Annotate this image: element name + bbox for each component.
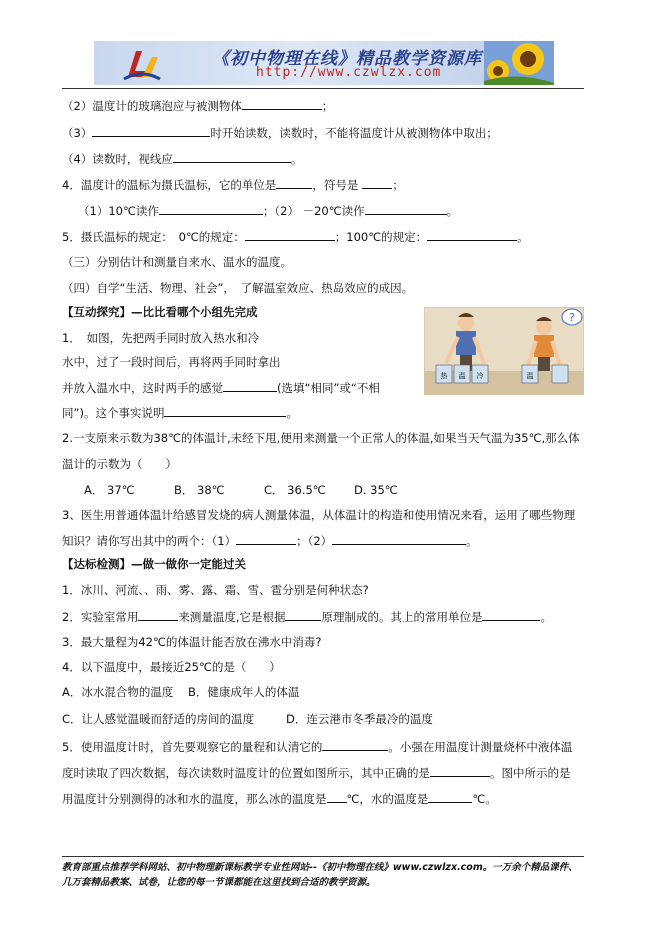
option-d[interactable]: D. 35℃ <box>354 483 398 497</box>
interactive-q2-line1: 2.一支原来示数为38℃的体温计,未经下甩,便用来测量一个正常人的体温,如果当天气温为35℃,那么体 <box>62 431 580 445</box>
footer-line-2: 几万套精品教案、试卷，让您的每一节课都能在这里找到合适的教学资源。 <box>62 877 376 888</box>
svg-text:?: ? <box>569 311 575 324</box>
blank-field[interactable] <box>245 228 335 241</box>
hands-in-water-figure <box>424 307 584 395</box>
blank-field[interactable] <box>428 790 472 803</box>
interactive-q1-line3: 并放入温水中，这时两手的感觉 (选填“相同”或“不相 <box>62 381 380 395</box>
header-rule <box>62 88 584 89</box>
section-3: （三）分别估计和测量自来水、温水的温度。 <box>62 255 292 269</box>
svg-text:冷: 冷 <box>476 372 484 380</box>
check-q3: 3．最大量程为42℃的体温计能否放在沸水中消毒? <box>62 635 322 649</box>
blank-field[interactable] <box>164 404 286 417</box>
blank-field[interactable] <box>285 608 321 621</box>
q-line-4: （4）读数时，视线应 。 <box>62 152 303 166</box>
blank-field[interactable] <box>159 202 263 215</box>
blank-field[interactable] <box>365 202 447 215</box>
option-c[interactable]: C． 36.5℃ <box>264 483 326 497</box>
check-q2: 2．实验室常用 来测量温度,它是根据 原理制成的。其上的常用单位是 。 <box>62 610 552 624</box>
check-q4-option-a[interactable]: A．冰水混合物的温度 <box>62 685 174 699</box>
footer-rule <box>62 856 584 857</box>
blank-field[interactable] <box>92 124 210 137</box>
question-4-parts: （1）10℃读作 ；（2） －20℃读作 。 <box>78 204 459 218</box>
blank-field[interactable] <box>223 379 277 392</box>
interactive-q1-line2: 水中，过了一段时间后，再将两手同时拿出 <box>62 355 281 369</box>
q-line-2: （2）温度计的玻璃泡应与被测物体 ； <box>62 99 334 113</box>
blank-field[interactable] <box>138 608 178 621</box>
blank-field[interactable] <box>362 176 392 189</box>
blank-field[interactable] <box>332 532 466 545</box>
section-4: （四）自学“生活、物理、社会”， 了解温室效应、热岛效应的成因。 <box>62 281 414 295</box>
check-q4-option-c[interactable]: C．让人感觉温暖而舒适的房间的温度 <box>62 712 255 726</box>
blank-field[interactable] <box>322 738 388 751</box>
section-heading-check: 【达标检测】—做一做你一定能过关 <box>62 557 246 571</box>
sunflower-icon <box>484 41 554 85</box>
check-q4-option-d[interactable]: D．连云港市冬季最冷的温度 <box>286 712 433 726</box>
q-line-3: （3） 时开始读数，读数时，不能将温度计从被测物体中取出； <box>62 126 498 140</box>
blank-field[interactable] <box>173 150 291 163</box>
blank-field[interactable] <box>327 790 347 803</box>
interactive-q1-line4: 同”)。这个事实说明 。 <box>62 406 298 420</box>
interactive-q3-line1: 3、医生用普通体温计给感冒发烧的病人测量体温，从体温计的构造和使用情况来看，运用了哪些物理 <box>62 508 576 522</box>
blank-field[interactable] <box>276 176 312 189</box>
blank-field[interactable] <box>242 97 322 110</box>
banner-title: 《初中物理在线》精品教学资源库 <box>212 49 482 69</box>
check-q1: 1．冰川、河流、、雨、雾、露、霜、雪、雹分别是何种状态? <box>62 583 369 597</box>
section-heading-interactive: 【互动探究】—比比看哪个小组先完成 <box>62 305 258 319</box>
check-q4-option-b[interactable]: B．健康成年人的体温 <box>188 685 300 699</box>
banner-url[interactable]: http://www.czwlzx.com <box>256 65 442 80</box>
blank-field[interactable] <box>427 228 517 241</box>
question-5: 5．摄氏温标的规定： 0℃的规定： ；100℃的规定： 。 <box>62 230 529 244</box>
option-a[interactable]: A． 37℃ <box>84 483 135 497</box>
thought-bubble-icon <box>562 309 582 325</box>
footer-line-1: 教育部重点推荐学科网站、初中物理新课标教学专业性网站--《初中物理在线》www.czwlzx.com。一万余个精品课件、 <box>62 862 578 873</box>
check-q5-line2: 度时读取了四次数据，每次读数时温度计的位置如图所示，其中正确的是 。图中所示的是 <box>62 766 571 780</box>
check-q5-line1: 5．使用温度计时，首先要观察它的量程和认清它的 。小强在用温度计测量烧杯中液体温 <box>62 740 573 754</box>
svg-text:温: 温 <box>458 372 466 380</box>
svg-text:温: 温 <box>526 372 534 380</box>
interactive-q2-line2: 温计的示数为（ ） <box>62 457 177 471</box>
interactive-q1-line1: 1． 如图，先把两手同时放入热水和冷 <box>62 331 260 345</box>
blank-field[interactable] <box>482 608 540 621</box>
header-banner <box>94 41 554 85</box>
interactive-q3-line2: 知识？请你写出其中的两个：（1） ；（2） 。 <box>62 534 478 548</box>
check-q4: 4．以下温度中，最接近25℃的是（ ） <box>62 660 281 674</box>
question-4: 4．温度计的温标为摄氏温标，它的单位是 ，符号是 ； <box>62 178 404 192</box>
option-b[interactable]: B． 38℃ <box>174 483 225 497</box>
czwlzx-logo-icon <box>122 47 162 81</box>
blank-field[interactable] <box>236 532 296 545</box>
check-q5-line3: 用温度计分别测得的冰和水的温度，那么冰的温度是 ℃，水的温度是 ℃。 <box>62 792 497 806</box>
blank-field[interactable] <box>430 764 490 777</box>
svg-text:热: 热 <box>440 372 448 380</box>
